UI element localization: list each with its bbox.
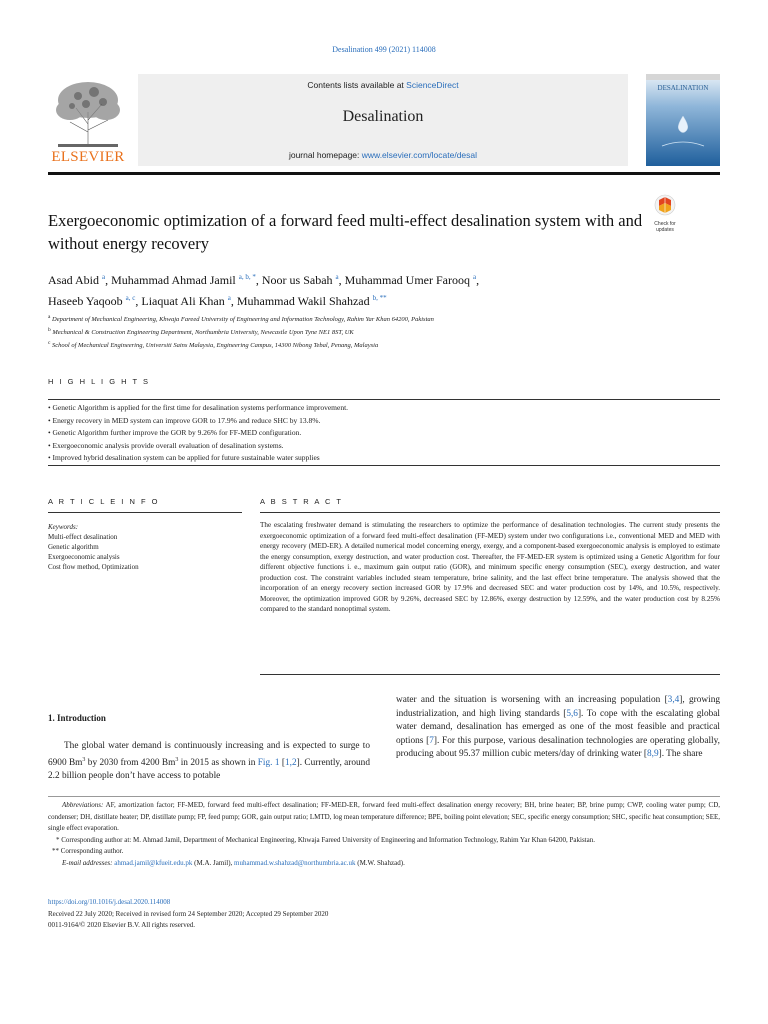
publication-info (48, 897, 720, 932)
keywords-label: Keywords: (48, 523, 79, 531)
footnotes (48, 800, 720, 869)
journal-homepage: journal homepage: www.elsevier.com/locate/desal (288, 150, 478, 160)
header-rule (48, 172, 720, 175)
highlight-item: • Genetic Algorithm is applied for the first time for desalination systems performance improvement. (48, 403, 349, 412)
highlight-item: • Improved hybrid desalination system can be applied for future sustainable water supplies (48, 453, 320, 462)
highlight-item: • Genetic Algorithm further improve the GOR by 9.26% for FF-MED configuration. (48, 428, 302, 437)
article-info-heading: A R T I C L E I N F O (48, 497, 160, 506)
keyword[interactable]: Exergoeconomic analysis (48, 553, 120, 561)
elsevier-tree-icon (48, 74, 128, 152)
abstract-rule (260, 512, 720, 513)
highlights-rule-bottom (48, 465, 720, 466)
email-link[interactable]: muhammad.w.shahzad@northumbria.ac.uk (234, 858, 356, 867)
highlights-heading: H I G H L I G H T S (48, 377, 151, 386)
keywords-block (48, 522, 248, 572)
reference-link[interactable]: 8,9 (646, 749, 659, 759)
highlights-list (48, 402, 720, 465)
highlight-item: • Exergoeconomic analysis provide overall evaluation of desalination systems. (48, 440, 284, 450)
highlight-item: • Energy recovery in MED system can improve GOR to 17.9% and reduce SHC by 13.8%. (48, 415, 321, 425)
elsevier-wordmark: ELSEVIER (51, 149, 125, 165)
author[interactable]: Muhammad Wakil Shahzad $^{b, **}$ (236, 294, 387, 308)
sciencedirect-link[interactable]: ScienceDirect (406, 80, 459, 90)
author[interactable]: Haseeb Yaqoob $^{a, c}$ (48, 294, 136, 308)
email-link[interactable]: ahmad.jamil@kfueit.edu.pk (114, 858, 193, 867)
check-for-updates-badge[interactable] (650, 194, 680, 233)
author[interactable]: Muhammad Umer Farooq $^a$ (344, 273, 477, 287)
abbreviations-note: Abbreviations: AF, amortization factor; FF-MED, forward feed multi-effect desalination; FF-MED-ER, forward feed multi-effect desalination energy recovery; BH, brine heater; BP, brine pump; CWP, cooling water pump; CD, condenser; DH, distillate heater; DP, distillate pump; FP, feed pump; GOR, gain output ratio; LMTD, log mean temperature difference; BPE, boiling point elevation; SEC, specific energy consumption; SHC, specific heat consumption; SEE, single effect evaporation. (48, 801, 720, 832)
intro-column-right: water and the situation is worsening with an increasing population [3,4], growing industrialization, and high living standards [5,6]. To cope with the escalating global water demand, desalination has emerged as one of the most feasible and practical options [7]. For this purpose, various desalination technologies are operating globally, producing about 95.37 million cubic meters/day of drinking water [8,9]. The share (396, 695, 721, 759)
journal-name: Desalination (342, 108, 424, 125)
contents-available: Contents lists available at ScienceDirect (307, 80, 459, 90)
keyword[interactable]: Genetic algorithm (48, 543, 99, 551)
keyword[interactable]: Cost flow method, Optimization (48, 563, 139, 571)
crossmark-label: Check for updates (654, 221, 676, 233)
journal-citation[interactable]: Desalination 499 (2021) 114008 (332, 45, 436, 54)
abstract-rule-bottom (260, 674, 720, 675)
cover-title: DESALINATION (657, 84, 709, 92)
author[interactable]: Noor us Sabah $^a$ (261, 273, 339, 287)
elsevier-logo[interactable] (48, 74, 128, 166)
homepage-link[interactable]: www.elsevier.com/locate/desal (361, 150, 478, 160)
copyright-line: 0011-9164/© 2020 Elsevier B.V. All rights reserved. (48, 921, 196, 929)
footnote-rule (48, 796, 720, 797)
figure-link[interactable]: Fig. 1 (257, 757, 280, 768)
article-title: Exergoeconomic optimization of a forward feed multi-effect desalination system with and without energy recovery (48, 211, 643, 253)
corresponding-author-note: * Corresponding author at: M. Ahmad Jamil, Department of Mechanical Engineering, Khwaja Fareed University of Engineering and Information Technology, Rahim Yar Khan 64200, Pakistan. (56, 835, 595, 844)
reference-link[interactable]: 1,2 (285, 757, 297, 768)
section-heading-introduction: 1. Introduction (48, 713, 106, 723)
highlights-rule (48, 399, 720, 400)
author[interactable]: Muhammad Ahmad Jamil $^{a, b, *}$ (111, 273, 256, 287)
abstract-heading: A B S T R A C T (260, 497, 343, 506)
received-dates: Received 22 July 2020; Received in revised form 24 September 2020; Accepted 29 September 2020 (48, 909, 329, 918)
affiliation: $^a$ Department of Mechanical Engineering, Khwaja Fareed University of Engineering and Information Technology, Rahim Yar Khan 64200, Pakistan (48, 314, 434, 324)
affiliation: $^b$ Mechanical & Construction Engineering Department, Northumbria University, Newcastle Upon Tyne NE1 8ST, UK (48, 327, 354, 337)
affiliations (48, 312, 720, 351)
intro-column-left: The global water demand is continuously increasing and is expected to surge to 6900 Bm$^3$ by 2030 from 4200 Bm$^3$ in 2015 as shown in Fig. 1 [1,2]. Currently, around 2.2 billion people don’t have access to potable (48, 741, 370, 782)
abstract-text: The escalating freshwater demand is stimulating the researchers to optimize the performance of desalination technologies. The current study presents the exergoeconomic optimization of a forward feed multi-effect desalination (FF-MED) system under two configurations i.e., conventional MED and MED with energy recovery (MED-ER). A detailed numerical model concerning energy, exergy, and a component-based exergoeconomic analysis is employed to estimate the energy consumption, exergy destruction, and water production cost. Thereafter, the FF-MED-ER system is optimized using a Genetic Algorithm for four different objective functions i. e., maximum gain output ratio (GOR), and minimum specific energy consumption (SEC), exergy destruction, and water production cost. The constraint variables included steam temperature, brine salinity, and the last effect brine temperature. The analysis showed that the incorporation of an energy recovery section increased GOR by 17.9% and decreased SEC and water production cost by 14%, and 10.5%, respectively. Moreover, the optimization improved GOR by 9.26%, decreased SEC by 12.86%, exergy destruction by 12.59%, and the water production cost by 8.25% compared to the standard nonoptimal system. (260, 521, 720, 613)
reference-link[interactable]: 5,6 (566, 708, 578, 719)
reference-link[interactable]: 7 (429, 735, 434, 746)
author[interactable]: Asad Abid $^a$ (48, 273, 106, 287)
author[interactable]: Liaquat Ali Khan $^a$ (141, 294, 231, 308)
corresponding-author-note-2: ** Corresponding author. (52, 847, 124, 855)
journal-header-box (138, 74, 628, 166)
article-info-rule (48, 512, 242, 513)
doi-link[interactable]: https://doi.org/10.1016/j.desal.2020.114008 (48, 898, 171, 906)
journal-cover-thumbnail[interactable] (646, 74, 720, 166)
journal-banner (48, 74, 720, 170)
crossmark-icon (650, 194, 680, 216)
keyword[interactable]: Multi-effect desalination (48, 533, 118, 541)
email-addresses: E-mail addresses: ahmad.jamil@kfueit.edu.pk (M.A. Jamil), muhammad.w.shahzad@northumbria.ac.uk (M.W. Shahzad). (62, 858, 405, 867)
affiliation: $^c$ School of Mechanical Engineering, Universiti Sains Malaysia, Engineering Campus, 14300 Nibong Tebal, Penang, Malaysia (48, 340, 379, 350)
reference-link[interactable]: 3,4 (667, 695, 680, 705)
author-list: Asad Abid $^a$, Muhammad Ahmad Jamil $^{a, b, *}$, Noor us Sabah $^a$, Muhammad Umer Farooq $^a$, Haseeb Yaqoob $^{a, c}$, Liaquat Ali Khan $^a$, Muhammad Wakil Shahzad $^{b, **}$ (48, 273, 480, 308)
